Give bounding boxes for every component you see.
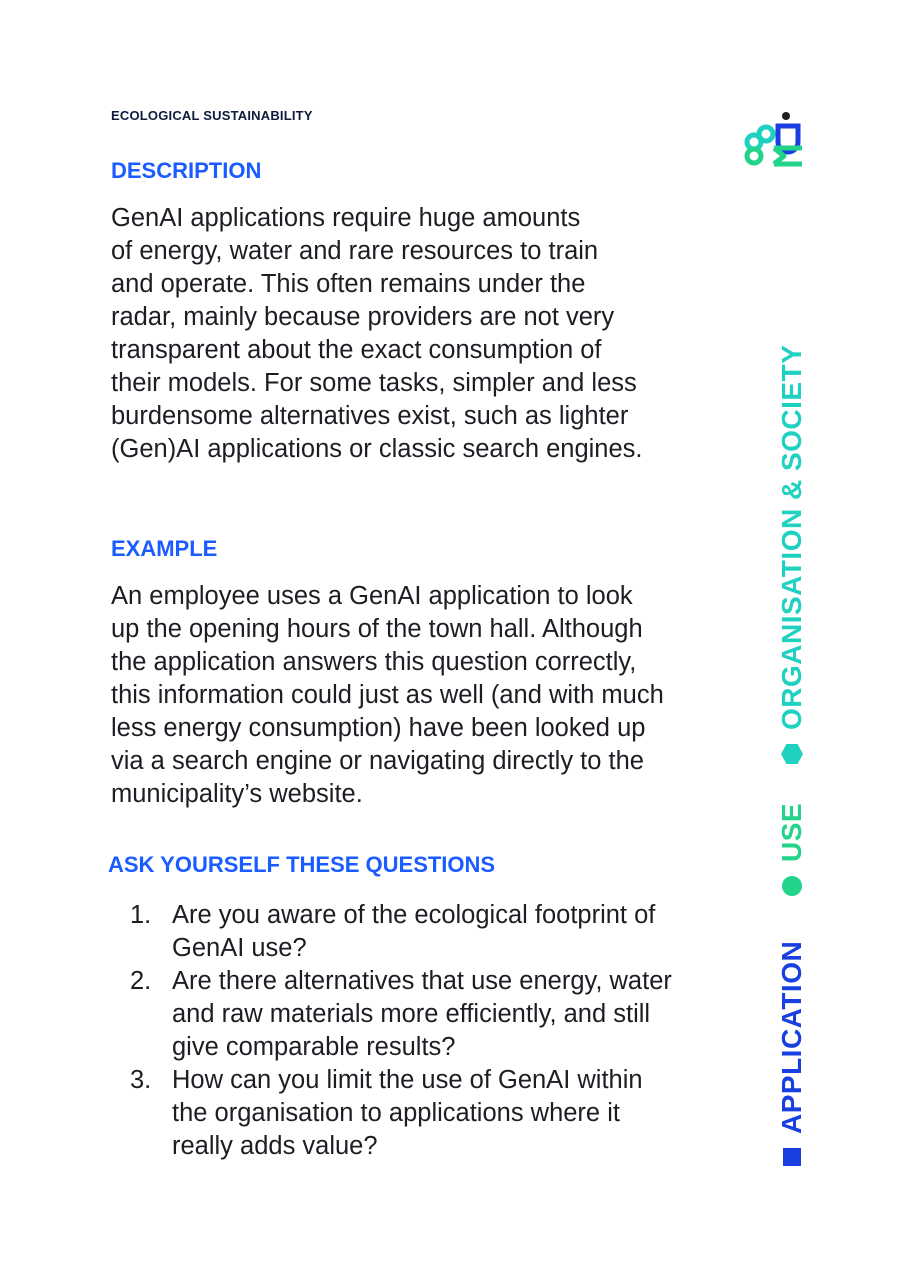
description-text	[111, 202, 711, 466]
question-number: 3.	[130, 1066, 152, 1094]
brand-logo-icon	[740, 108, 806, 172]
side-label-text: APPLICATION	[776, 940, 807, 1134]
circle-icon	[782, 876, 802, 896]
text-line: of energy, water and rare resources to train	[111, 237, 599, 265]
text-line: burdensome alternatives exist, such as lighter	[111, 402, 629, 430]
text-line: radar, mainly because providers are not very	[111, 303, 615, 331]
text-line: Are you aware of the ecological footprint of	[172, 901, 656, 929]
text-line: transparent about the exact consumption of	[111, 336, 602, 364]
hexagon-icon	[781, 744, 803, 764]
description-heading: DESCRIPTION	[111, 158, 262, 183]
side-label-use	[776, 803, 808, 896]
text-line: the application answers this question correctly,	[111, 648, 637, 676]
text-line: Are there alternatives that use energy, water	[172, 967, 672, 995]
side-label-text: USE	[776, 802, 807, 862]
question-item	[130, 899, 740, 965]
text-line: give comparable results?	[172, 1033, 456, 1061]
text-line: GenAI use?	[172, 934, 307, 962]
text-line: this information could just as well (and with much	[111, 681, 664, 709]
question-item	[130, 965, 740, 1064]
text-line: via a search engine or navigating directly to the	[111, 747, 644, 775]
side-label-application	[776, 941, 808, 1166]
text-line: up the opening hours of the town hall. Although	[111, 615, 643, 643]
questions-heading: ASK YOURSELF THESE QUESTIONS	[108, 852, 496, 877]
question-number: 2.	[130, 967, 152, 995]
example-text	[111, 580, 741, 811]
text-line: really adds value?	[172, 1132, 378, 1160]
text-line: the organisation to applications where it	[172, 1099, 620, 1127]
side-label-organisation-society	[776, 345, 808, 764]
side-label-text: ORGANISATION & SOCIETY	[776, 344, 807, 730]
category-label: ECOLOGICAL SUSTAINABILITY	[111, 108, 313, 123]
text-line: GenAI applications require huge amounts	[111, 204, 581, 232]
question-item	[130, 1064, 740, 1163]
text-line: How can you limit the use of GenAI within	[172, 1066, 643, 1094]
text-line: An employee uses a GenAI application to look	[111, 582, 633, 610]
text-line: municipality’s website.	[111, 780, 363, 808]
text-line: and operate. This often remains under the	[111, 270, 586, 298]
text-line: less energy consumption) have been looked up	[111, 714, 646, 742]
question-number: 1.	[130, 901, 152, 929]
text-line: their models. For some tasks, simpler and less	[111, 369, 637, 397]
text-line: (Gen)AI applications or classic search engines.	[111, 435, 643, 463]
questions-list	[130, 899, 740, 1163]
square-icon	[783, 1148, 801, 1166]
example-heading: EXAMPLE	[111, 536, 218, 561]
text-line: and raw materials more efficiently, and still	[172, 1000, 651, 1028]
